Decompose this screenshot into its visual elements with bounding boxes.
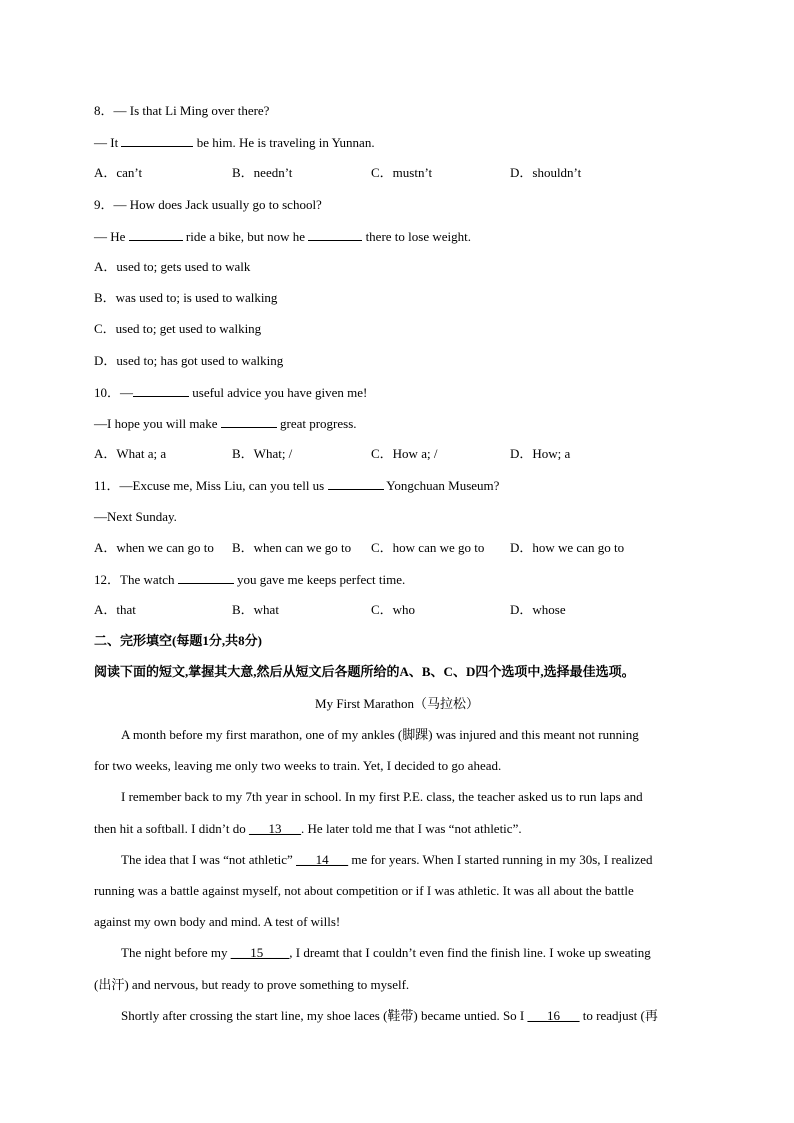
passage-p2-line1: I remember back to my 7th year in school. In my first P.E. class, the teacher asked us to run laps and [121, 789, 643, 804]
passage-p1-line2: for two weeks, leaving me only two weeks to train. Yet, I decided to go ahead. [94, 758, 502, 773]
q9-option-d: D．used to; has got used to walking [94, 353, 284, 368]
q12-option-d: D．whose [510, 602, 566, 617]
q9-option-a: A．used to; gets used to walk [94, 259, 251, 274]
q9-blank-2 [308, 228, 362, 241]
q8-option-a: A．can’t [94, 165, 143, 180]
q10-stem: 10．— useful advice you have given me! [94, 385, 368, 400]
q8-stem: 8．— Is that Li Ming over there? [94, 103, 270, 118]
q9-option-b: B．was used to; is used to walking [94, 290, 278, 305]
q11-answer-line: —Next Sunday. [94, 509, 177, 524]
q11-blank [328, 477, 384, 490]
q8-blank [121, 134, 193, 147]
section-heading: 二、完形填空(每题1分,共8分) [94, 633, 262, 648]
passage-p4-line2: (出汗) and nervous, but ready to prove something to myself. [94, 977, 410, 992]
q11-option-a: A．when we can go to [94, 540, 214, 555]
q8-option-b: B．needn’t [232, 165, 293, 180]
passage-p5-line1: Shortly after crossing the start line, my shoe laces (鞋带) became untied. So I ___16___ to readjust (再 [121, 1008, 658, 1023]
q10-option-a: A．What a; a [94, 446, 167, 461]
q9-blank-1 [129, 228, 183, 241]
passage-p1-line1: A month before my first marathon, one of my ankles (脚踝) was injured and this meant not running [121, 727, 639, 742]
blank-15: ___15____ [230, 945, 290, 960]
q11-option-d: D．how we can go to [510, 540, 625, 555]
passage-p2-line2: then hit a softball. I didn’t do ___13___. He later told me that I was “not athletic”. [94, 821, 522, 836]
q11-option-c: C．how can we go to [371, 540, 485, 555]
passage-p4-line1: The night before my ___15____, I dreamt that I couldn’t even find the finish line. I woke up sweating [121, 945, 651, 960]
q12-blank [178, 571, 234, 584]
passage-title: My First Marathon（马拉松） [315, 696, 479, 711]
passage-p3-line3: against my own body and mind. A test of wills! [94, 914, 341, 929]
q10-answer-line: —I hope you will make great progress. [94, 416, 357, 431]
q12-option-a: A．that [94, 602, 136, 617]
blank-16: ___16___ [527, 1008, 580, 1023]
q8-option-d: D．shouldn’t [510, 165, 582, 180]
q11-option-b: B．when can we go to [232, 540, 352, 555]
q8-answer-line: — It be him. He is traveling in Yunnan. [94, 135, 375, 150]
q10-option-c: C．How a; / [371, 446, 438, 461]
q12-option-b: B．what [232, 602, 279, 617]
passage-p3-line1: The idea that I was “not athletic” ___14___ me for years. When I started running in my 30s, I realized [121, 852, 653, 867]
q8-option-c: C．mustn’t [371, 165, 433, 180]
section-instruction: 阅读下面的短文,掌握其大意,然后从短文后各题所给的A、B、C、D四个选项中,选择最佳选项。 [94, 664, 635, 679]
q9-option-c: C．used to; get used to walking [94, 321, 262, 336]
passage-p3-line2: running was a battle against myself, not about competition or if I was athletic. It was all about the battle [94, 883, 634, 898]
q9-answer-line: — He ride a bike, but now he there to lose weight. [94, 229, 471, 244]
q10-blank-1 [133, 384, 189, 397]
q10-option-b: B．What; / [232, 446, 293, 461]
q11-stem: 11．—Excuse me, Miss Liu, can you tell us Yongchuan Museum? [94, 478, 500, 493]
q12-stem: 12．The watch you gave me keeps perfect time. [94, 572, 406, 587]
q10-blank-2 [221, 415, 277, 428]
q9-stem: 9．— How does Jack usually go to school? [94, 197, 322, 212]
q10-option-d: D．How; a [510, 446, 571, 461]
q12-option-c: C．who [371, 602, 416, 617]
blank-14: ___14___ [296, 852, 349, 867]
blank-13: ___13___ [249, 821, 302, 836]
